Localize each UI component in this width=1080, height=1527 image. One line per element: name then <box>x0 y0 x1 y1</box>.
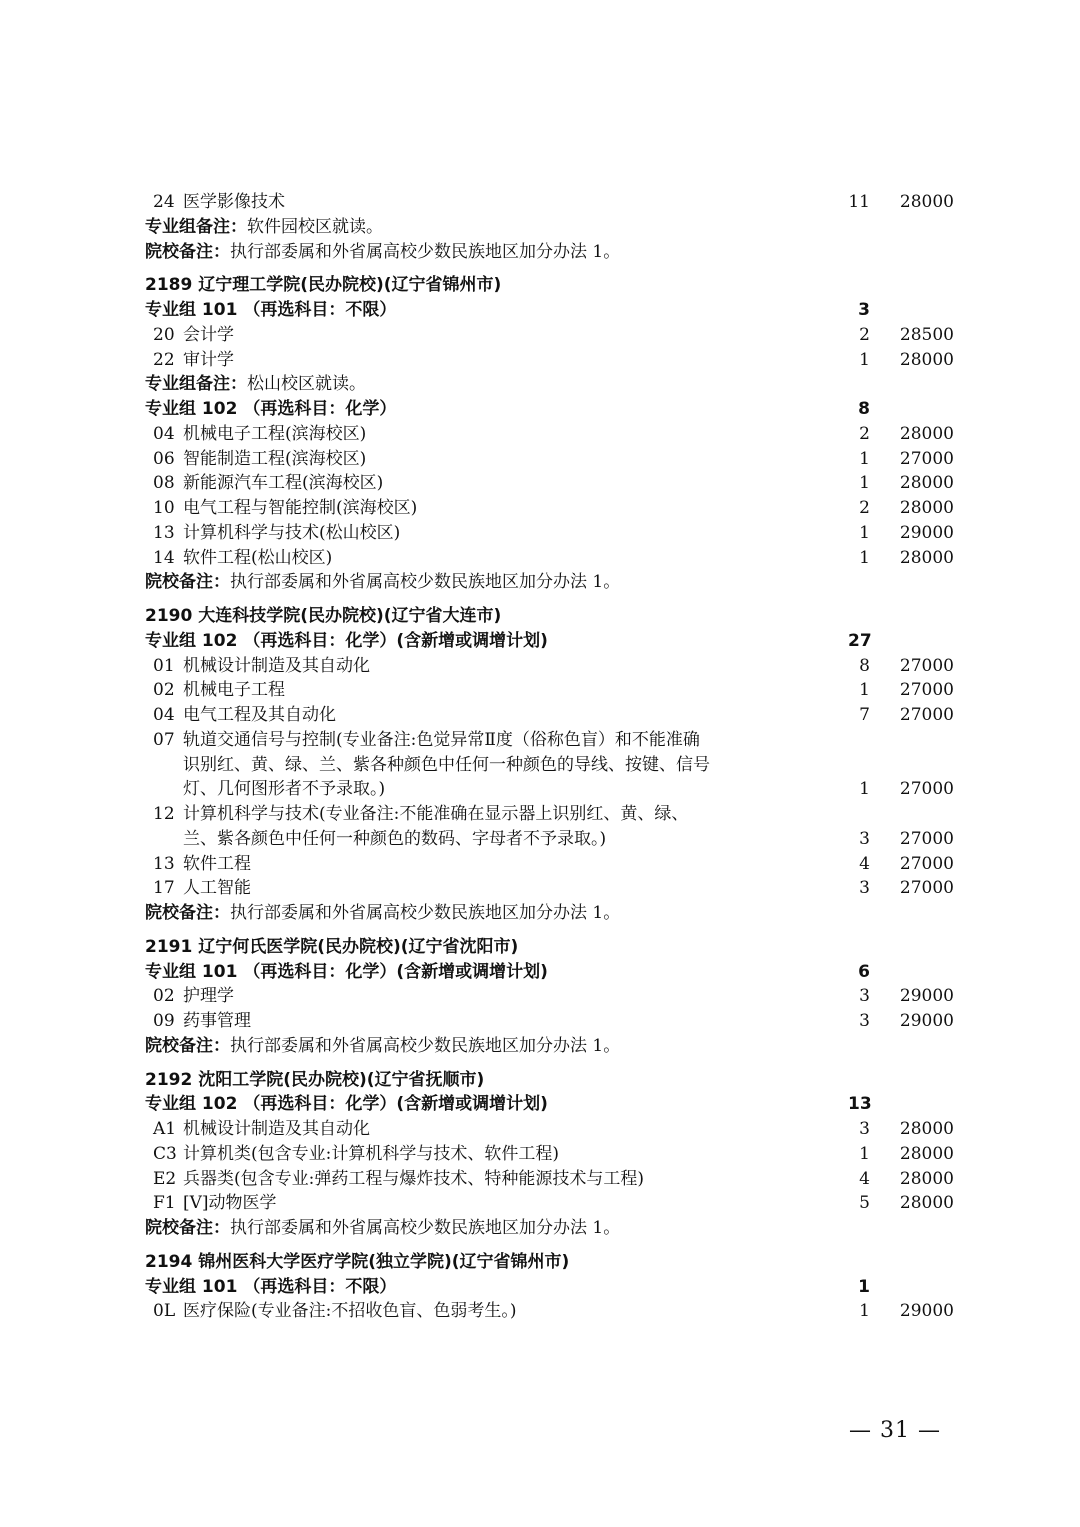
major-code: 12 <box>153 804 175 824</box>
school-title: 2191 辽宁何氏医学院(民办院校)(辽宁省沈阳市) <box>145 936 519 957</box>
tuition-fee: 28000 <box>899 423 954 444</box>
tuition-fee: 29000 <box>899 1301 954 1322</box>
tuition-fee: 27000 <box>899 878 954 899</box>
major-group-heading <box>0 397 1080 422</box>
major-code: 09 <box>153 1011 175 1031</box>
major-name: 新能源汽车工程(滨海校区) <box>183 473 384 494</box>
remark-label: 院校备注： <box>145 1035 230 1056</box>
major-code: 01 <box>153 655 175 676</box>
major-name: 软件工程(松山校区) <box>183 547 333 568</box>
major-name: 审计学 <box>183 349 234 370</box>
plan-count: 8 <box>859 655 870 676</box>
school-title: 2189 辽宁理工学院(民办院校)(辽宁省锦州市) <box>145 275 502 296</box>
remark-row <box>0 901 1080 926</box>
tuition-fee: 27000 <box>899 779 954 800</box>
major-code: F1 <box>153 1193 176 1214</box>
remark-label: 院校备注： <box>145 572 230 593</box>
plan-count: 3 <box>859 1011 870 1031</box>
remark-label: 院校备注： <box>145 903 230 923</box>
tuition-fee: 28000 <box>899 349 954 370</box>
remark-text: 执行部委属和外省属高校少数民族地区加分办法 1。 <box>230 1218 621 1238</box>
remark-row <box>0 1216 1080 1241</box>
school-heading <box>0 604 1080 629</box>
major-group-title: 专业组 101 （再选科目：不限） <box>145 1276 397 1297</box>
plan-count: 13 <box>848 1094 872 1115</box>
major-code: E2 <box>153 1168 177 1189</box>
major-row <box>0 703 1080 728</box>
plan-count: 3 <box>859 986 870 1007</box>
major-group-title: 专业组 102 （再选科目：化学） <box>145 399 397 419</box>
tuition-fee: 28000 <box>899 1143 954 1164</box>
remark-row <box>0 240 1080 265</box>
plan-count: 3 <box>858 300 870 320</box>
tuition-fee: 29000 <box>899 1011 954 1031</box>
major-name: 人工智能 <box>183 878 251 899</box>
enrollment-plan-list <box>0 190 1080 1324</box>
remark-text: 执行部委属和外省属高校少数民族地区加分办法 1。 <box>230 241 621 262</box>
major-code: 14 <box>153 547 175 568</box>
school-title: 2194 锦州医科大学医疗学院(独立学院)(辽宁省锦州市) <box>145 1251 570 1272</box>
major-code: 22 <box>153 349 175 370</box>
major-name: [V]动物医学 <box>183 1193 277 1214</box>
plan-count: 1 <box>859 522 870 543</box>
major-name-continued: 兰、紫各颜色中任何一种颜色的数码、字母者不予录取。) <box>183 828 607 849</box>
major-row <box>0 546 1080 571</box>
remark-text: 执行部委属和外省属高校少数民族地区加分办法 1。 <box>230 572 621 593</box>
major-row <box>0 852 1080 877</box>
major-group-title: 专业组 102 （再选科目：化学）(含新增或调增计划) <box>145 630 548 651</box>
major-row <box>0 654 1080 679</box>
major-name: 护理学 <box>183 986 234 1007</box>
major-continuation-row <box>0 827 1080 852</box>
plan-count: 8 <box>858 399 870 419</box>
major-code: 10 <box>153 498 175 518</box>
remark-label: 院校备注： <box>145 1218 230 1238</box>
major-row <box>0 802 1080 827</box>
major-row <box>0 728 1080 753</box>
major-code: 20 <box>153 324 175 345</box>
tuition-fee: 28500 <box>899 324 954 345</box>
plan-count: 5 <box>859 1193 870 1214</box>
major-row <box>0 1009 1080 1034</box>
major-group-heading <box>0 1275 1080 1300</box>
school-heading <box>0 1250 1080 1275</box>
major-name: 轨道交通信号与控制(专业备注:色觉异常Ⅱ度（俗称色盲）和不能准确 <box>183 729 700 750</box>
remark <box>145 1216 620 1241</box>
tuition-fee: 28000 <box>899 1168 954 1189</box>
tuition-fee: 28000 <box>899 473 954 494</box>
plan-count: 1 <box>859 1301 870 1322</box>
major-name: 机械设计制造及其自动化 <box>183 1119 370 1139</box>
major-row <box>0 1117 1080 1142</box>
remark-row <box>0 215 1080 240</box>
major-row <box>0 678 1080 703</box>
major-code: 13 <box>153 522 175 543</box>
plan-count: 2 <box>859 498 870 518</box>
major-code: 06 <box>153 448 175 469</box>
tuition-fee: 27000 <box>899 853 954 874</box>
major-name: 计算机科学与技术(专业备注:不能准确在显示器上识别红、黄、绿、 <box>183 804 689 824</box>
remark <box>145 901 620 926</box>
remark <box>145 215 383 240</box>
major-name: 电气工程及其自动化 <box>183 705 336 725</box>
major-name: 软件工程 <box>183 853 251 874</box>
major-code: 04 <box>153 705 175 725</box>
major-name: 会计学 <box>183 324 234 345</box>
school-heading <box>0 273 1080 298</box>
major-code: 24 <box>153 192 175 212</box>
plan-count: 7 <box>859 705 870 725</box>
major-code: 02 <box>153 680 175 701</box>
plan-count: 1 <box>859 547 870 568</box>
major-code: 13 <box>153 853 175 874</box>
major-name: 智能制造工程(滨海校区) <box>183 448 367 469</box>
major-code: 08 <box>153 473 175 494</box>
remark-label: 专业组备注： <box>145 216 247 237</box>
remark-row <box>0 1034 1080 1059</box>
plan-count: 4 <box>859 1168 870 1189</box>
plan-count: 3 <box>859 878 870 899</box>
school-title: 2192 沈阳工学院(民办院校)(辽宁省抚顺市) <box>145 1069 485 1090</box>
plan-count: 1 <box>859 779 870 800</box>
major-code: 0L <box>153 1301 176 1322</box>
major-name: 医疗保险(专业备注:不招收色盲、色弱考生。) <box>183 1301 517 1322</box>
plan-count: 3 <box>859 1119 870 1139</box>
major-name: 药事管理 <box>183 1011 251 1031</box>
major-row <box>0 471 1080 496</box>
remark <box>145 570 620 595</box>
plan-count: 1 <box>858 1276 870 1297</box>
major-code: 04 <box>153 423 175 444</box>
major-code: 02 <box>153 986 175 1007</box>
major-row <box>0 1299 1080 1324</box>
major-name-continued: 识别红、黄、绿、兰、紫各种颜色中任何一种颜色的导线、按键、信号 <box>183 754 710 775</box>
tuition-fee: 28000 <box>899 547 954 568</box>
remark-text: 软件园校区就读。 <box>247 216 383 237</box>
major-code: 17 <box>153 878 175 899</box>
major-row <box>0 496 1080 521</box>
major-row <box>0 190 1080 215</box>
major-name: 计算机类(包含专业:计算机科学与技术、软件工程) <box>183 1143 559 1164</box>
plan-count: 4 <box>859 853 870 874</box>
major-row <box>0 422 1080 447</box>
tuition-fee: 28000 <box>899 498 954 518</box>
major-row <box>0 1167 1080 1192</box>
major-code: C3 <box>153 1143 177 1164</box>
major-row <box>0 348 1080 373</box>
page-number: — 31 — <box>849 1418 941 1443</box>
remark-text: 松山校区就读。 <box>247 374 366 395</box>
major-name: 计算机科学与技术(松山校区) <box>183 522 401 543</box>
major-code: 07 <box>153 729 175 750</box>
plan-count: 3 <box>859 828 870 849</box>
plan-count: 27 <box>848 630 872 651</box>
tuition-fee: 27000 <box>899 680 954 701</box>
remark-text: 执行部委属和外省属高校少数民族地区加分办法 1。 <box>230 903 621 923</box>
major-group-title: 专业组 101 （再选科目：不限） <box>145 300 397 320</box>
major-continuation-row <box>0 777 1080 802</box>
plan-count: 1 <box>859 473 870 494</box>
tuition-fee: 28000 <box>899 192 954 212</box>
major-name-continued: 灯、几何图形者不予录取。) <box>183 779 386 800</box>
tuition-fee: 27000 <box>899 828 954 849</box>
remark-label: 院校备注： <box>145 241 230 262</box>
school-title: 2190 大连科技学院(民办院校)(辽宁省大连市) <box>145 606 502 626</box>
major-group-heading <box>0 960 1080 985</box>
major-row <box>0 447 1080 472</box>
major-row <box>0 323 1080 348</box>
school-heading <box>0 935 1080 960</box>
plan-count: 6 <box>858 961 870 982</box>
tuition-fee: 27000 <box>899 705 954 725</box>
plan-count: 11 <box>848 192 870 212</box>
tuition-fee: 28000 <box>899 1193 954 1214</box>
major-name: 机械电子工程(滨海校区) <box>183 423 367 444</box>
plan-count: 2 <box>859 423 870 444</box>
plan-count: 1 <box>859 349 870 370</box>
remark-row <box>0 372 1080 397</box>
remark-row <box>0 570 1080 595</box>
major-row <box>0 1142 1080 1167</box>
remark-label: 专业组备注： <box>145 374 247 395</box>
major-group-title: 专业组 101 （再选科目：化学）(含新增或调增计划) <box>145 961 548 982</box>
major-group-title: 专业组 102 （再选科目：化学）(含新增或调增计划) <box>145 1094 548 1115</box>
remark <box>145 1034 620 1059</box>
tuition-fee: 28000 <box>899 1119 954 1139</box>
tuition-fee: 27000 <box>899 655 954 676</box>
major-group-heading <box>0 629 1080 654</box>
remark <box>145 240 620 265</box>
remark <box>145 372 366 397</box>
major-name: 兵器类(包含专业:弹药工程与爆炸技术、特种能源技术与工程) <box>183 1168 644 1189</box>
major-name: 医学影像技术 <box>183 192 285 212</box>
major-continuation-row <box>0 753 1080 778</box>
major-row <box>0 1191 1080 1216</box>
major-row <box>0 876 1080 901</box>
remark-text: 执行部委属和外省属高校少数民族地区加分办法 1。 <box>230 1035 621 1056</box>
tuition-fee: 29000 <box>899 522 954 543</box>
major-group-heading <box>0 298 1080 323</box>
plan-count: 2 <box>859 324 870 345</box>
major-row <box>0 984 1080 1009</box>
major-group-heading <box>0 1092 1080 1117</box>
school-heading <box>0 1068 1080 1093</box>
major-name: 电气工程与智能控制(滨海校区) <box>183 498 418 518</box>
plan-count: 1 <box>859 1143 870 1164</box>
plan-count: 1 <box>859 448 870 469</box>
major-name: 机械设计制造及其自动化 <box>183 655 370 676</box>
major-code: A1 <box>153 1119 177 1139</box>
major-name: 机械电子工程 <box>183 680 285 701</box>
tuition-fee: 29000 <box>899 986 954 1007</box>
tuition-fee: 27000 <box>899 448 954 469</box>
major-row <box>0 521 1080 546</box>
plan-count: 1 <box>859 680 870 701</box>
